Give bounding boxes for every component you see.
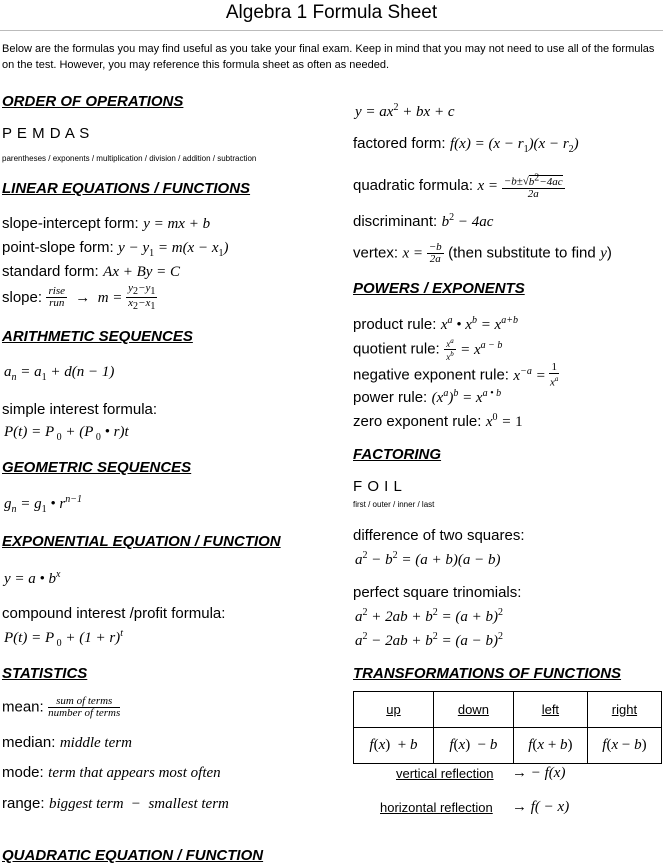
- mode-row: [2, 764, 221, 782]
- horizontal-reflection-row: [380, 799, 493, 817]
- vertical-reflection-row: [396, 765, 494, 783]
- difference-of-squares-formula: $a^2 - b^2 = (a + b)(a - b)$: [355, 550, 501, 568]
- title-divider: [0, 30, 663, 31]
- power-rule-label: power rule:: [353, 389, 428, 406]
- negative-exponent-label: negative exponent rule:: [353, 366, 509, 384]
- shift-down-formula: f(x) − b: [433, 728, 513, 764]
- vertical-reflection-label: vertical reflection: [396, 766, 494, 781]
- mean-label: mean:: [2, 698, 44, 716]
- range-minus: −: [128, 796, 144, 812]
- power-rule-row: [353, 388, 501, 407]
- arithmetic-sequences-heading: ARITHMETIC SEQUENCES: [2, 328, 193, 345]
- median-value: middle term: [59, 735, 132, 751]
- quadratic-formula-lhs: x =: [477, 178, 502, 195]
- transformations-heading: TRANSFORMATIONS OF FUNCTIONS: [353, 665, 622, 682]
- standard-form-formula: Ax + By = C: [103, 264, 181, 280]
- mean-row: [2, 696, 120, 719]
- slope-intercept-label: slope-intercept form:: [2, 215, 139, 232]
- discriminant-label: discriminant:: [353, 213, 438, 230]
- vertex-fraction: $\frac{-b}{2a}$: [428, 241, 442, 265]
- factored-form-formula: $f(x) = (x - r_1)(x - r_2)$: [450, 136, 579, 155]
- product-rule-formula: $x^a$ • $x^b = x^{a+b}$: [440, 315, 518, 333]
- foil-text: F O I L: [353, 478, 403, 495]
- slope-intercept-formula: y = mx + b: [143, 216, 211, 232]
- vertex-note-var: y: [600, 245, 607, 262]
- column-left: left: [513, 692, 587, 728]
- simple-interest-formula: P(t) = P $_0$ + (P $_0$ • r)t: [4, 424, 129, 443]
- factoring-heading: FACTORING: [353, 446, 442, 463]
- rise-over-run: $\frac{\text{rise}}{\text{run}}$: [48, 285, 65, 310]
- median-row: [2, 734, 132, 752]
- powers-heading: POWERS / EXPONENTS: [353, 280, 525, 297]
- quotient-rule-row: [353, 337, 502, 362]
- quotient-fraction: $\frac{x^a}{x^b}$: [446, 337, 454, 362]
- range-label: range:: [2, 795, 45, 812]
- perfect-square-minus-formula: $a^2 - 2ab + b^2 = (a - b)^2$: [355, 631, 503, 649]
- quadratic-formula-fraction: $\frac{-b\pm√b^2-4ac}{2a}$: [503, 172, 563, 200]
- factored-form-label: factored form:: [353, 135, 446, 152]
- perfect-square-label: perfect square trinomials:: [353, 584, 522, 601]
- range-row: [2, 795, 229, 813]
- vertex-lhs: x =: [402, 245, 427, 262]
- point-slope-label: point-slope form:: [2, 239, 114, 256]
- shift-up-formula: f(x) + b: [354, 728, 434, 764]
- mode-label: mode:: [2, 764, 44, 781]
- standard-form-label: standard form:: [2, 263, 99, 280]
- pemdas-text: P E M D A S: [2, 125, 90, 142]
- vertex-note-a: (then substitute to find: [448, 244, 596, 262]
- vertical-reflection-formula: → − f(x): [512, 765, 566, 781]
- shift-right-formula: f(x − b): [587, 728, 661, 764]
- pemdas-caption: parentheses / exponents / multiplication / division / addition / subtraction: [2, 154, 257, 163]
- negative-exponent-row: [353, 362, 559, 389]
- slope-label: slope:: [2, 288, 43, 306]
- zero-exponent-row: [353, 412, 523, 431]
- geometric-sequences-heading: GEOMETRIC SEQUENCES: [2, 459, 192, 476]
- compound-interest-formula: P(t) = P $_0 + (1 + r)^t$: [4, 628, 123, 649]
- linear-equations-heading: LINEAR EQUATIONS / FUNCTIONS: [2, 180, 251, 197]
- statistics-heading: STATISTICS: [2, 665, 88, 682]
- point-slope-row: [2, 239, 229, 259]
- quadratic-formula-row: [353, 172, 565, 200]
- slope-fraction: $\frac{y_2-y_1}{x_2-x_1}$: [128, 282, 156, 313]
- geometric-formula: $g_n = g_1$ • $r^{n-1}$: [4, 494, 82, 515]
- quotient-rule-formula: = $x^{a - b}$: [460, 339, 503, 358]
- intro-text: Below are the formulas you may find useful as you take your final exam. Keep in mind that you may not need to use all of the formulas on the test. However, you may reference this formula sheet as often as needed.: [2, 43, 655, 71]
- mode-value: term that appears most often: [48, 765, 221, 781]
- horizontal-reflection-formula: → f( − x): [512, 799, 570, 815]
- page-title: Algebra 1 Formula Sheet: [225, 2, 438, 23]
- vertex-label: vertex:: [353, 244, 399, 262]
- exponential-heading: EXPONENTIAL EQUATION / FUNCTION: [2, 533, 281, 550]
- transformations-formula-row: [354, 728, 662, 764]
- quadratic-standard-formula: $y = ax^2$ + bx + c: [355, 102, 455, 120]
- order-of-operations-heading: ORDER OF OPERATIONS: [2, 93, 184, 110]
- vertex-note-b: ): [606, 244, 612, 262]
- point-slope-formula: $y - y_1 = m(x - x_1)$: [118, 240, 229, 259]
- quadratic-equation-heading: QUADRATIC EQUATION / FUNCTION: [2, 847, 264, 864]
- discriminant-formula: $b^2 - 4ac$: [441, 212, 494, 230]
- zero-exponent-formula: $x^0 = 1$: [485, 412, 523, 430]
- negative-exponent-formula: $x^{-a}$ =: [513, 365, 550, 384]
- column-right: right: [587, 692, 661, 728]
- foil-caption: first / outer / inner / last: [353, 500, 435, 509]
- transformations-table: [353, 691, 662, 764]
- product-rule-row: [353, 315, 518, 334]
- zero-exponent-label: zero exponent rule:: [353, 413, 482, 430]
- mean-fraction: $\frac{\text{sum of terms}}{\text{number of terms}}$: [48, 695, 121, 719]
- transformations-header-row: [354, 692, 662, 728]
- perfect-square-plus-formula: $a^2 + 2ab + b^2 = (a + b)^2$: [355, 607, 503, 625]
- slope-formula: → m =: [71, 289, 127, 306]
- factored-form-row: [353, 135, 579, 155]
- compound-interest-label: compound interest /profit formula:: [2, 605, 226, 622]
- slope-intercept-row: [2, 215, 210, 233]
- product-rule-label: product rule:: [353, 316, 437, 333]
- arithmetic-formula: $a_n = a_1 + d(n - 1)$: [4, 364, 115, 383]
- shift-left-formula: f(x + b): [513, 728, 587, 764]
- power-rule-formula: $(x^a)^b = x^{a • b}$: [431, 388, 502, 406]
- slope-row: [2, 283, 157, 312]
- range-term-b: smallest term: [148, 796, 229, 812]
- range-term-a: biggest term: [49, 796, 124, 812]
- vertex-row: [353, 242, 612, 265]
- quotient-rule-label: quotient rule:: [353, 340, 440, 358]
- horizontal-reflection-label: horizontal reflection: [380, 800, 493, 815]
- column-down: down: [433, 692, 513, 728]
- simple-interest-label: simple interest formula:: [2, 401, 158, 418]
- quadratic-formula-label: quadratic formula:: [353, 177, 474, 195]
- standard-form-row: [2, 263, 180, 281]
- negative-exponent-fraction: $\frac{1}{x^a}$: [550, 361, 559, 389]
- column-up: up: [354, 692, 434, 728]
- exponential-formula: y = a • $b^x$: [4, 569, 61, 587]
- median-label: median:: [2, 734, 56, 751]
- discriminant-row: [353, 212, 493, 231]
- difference-of-squares-label: difference of two squares:: [353, 527, 525, 544]
